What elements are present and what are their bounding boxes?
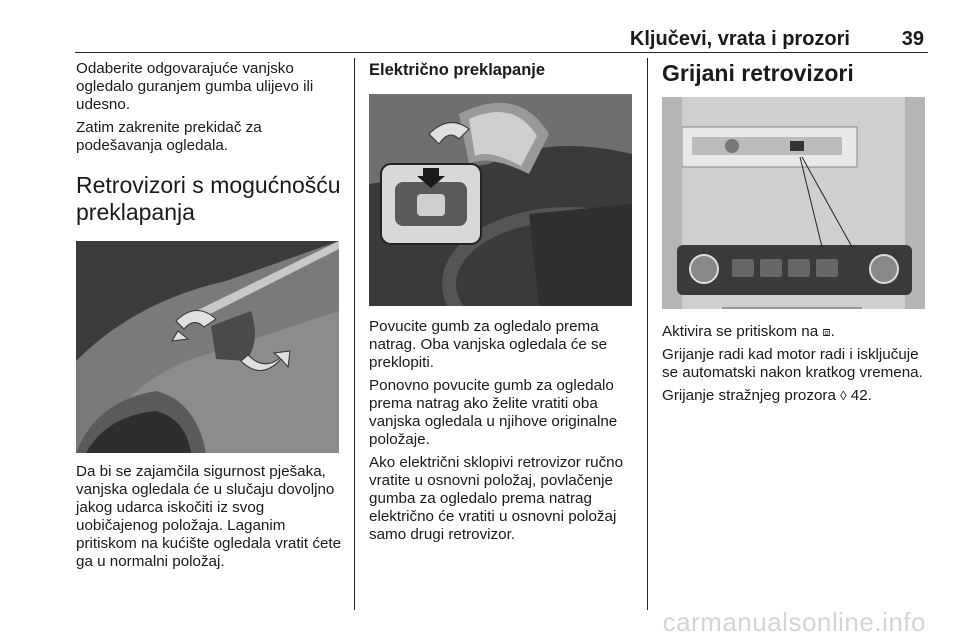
folding-mirrors-body: Da bi se zajamčila sigurnost pješaka, vanjska ogledala će u slučaju dovoljno jakog udarca iskočiti iz svog uobičajenog položaja. Laganim pritiskom na kućište ogledala vratit ćete ga u normalni položaj.	[76, 463, 342, 570]
heated-mirror-symbol-icon: ⧈	[822, 324, 831, 339]
page-reference-link[interactable]: 42.	[846, 387, 872, 404]
page-reference-arrow-icon: ◊	[840, 388, 847, 403]
electric-folding-paragraph-3: Ako električni sklopivi retrovizor ručno vratite u osnovni položaj, povlačenje gumba za ogledalo prema natrag električno će vratiti u osnovni položaj samo drugi retrovizor.	[369, 454, 624, 543]
column-divider-1	[354, 58, 355, 610]
column-2	[369, 60, 633, 549]
heading-line-1: Retrovizori s mogućnošću	[76, 172, 341, 198]
page-number: 39	[901, 28, 924, 50]
folding-mirror-illustration	[76, 241, 339, 453]
section-heading-folding-mirrors	[76, 172, 344, 226]
section-heading-heated-mirrors: Grijani retrovizori	[662, 60, 854, 86]
heated-mirrors-paragraph-2: Grijanje radi kad motor radi i isključuje se automatski nakon kratkog vremena.	[662, 346, 923, 381]
watermark: carmanualsonline.info	[662, 607, 926, 637]
heated-mirrors-paragraph-1: Aktivira se pritiskom na ⧈.	[662, 323, 835, 340]
column-3	[662, 60, 928, 410]
chapter-title: Ključevi, vrata i prozori	[629, 28, 850, 50]
heading-line-2: preklapanja	[76, 199, 195, 225]
section-heading-electric-folding: Električno preklapanje	[369, 61, 546, 79]
electric-folding-illustration	[369, 94, 632, 306]
intro-paragraph-2: Zatim zakrenite prekidač za podešavanja ogledala.	[76, 119, 262, 154]
page-header	[75, 28, 928, 50]
electric-folding-paragraph-1: Povucite gumb za ogledalo prema natrag. Oba vanjska ogledala će se preklopiti.	[369, 318, 608, 371]
intro-paragraph-1: Odaberite odgovarajuće vanjsko ogledalo guranjem gumba ulijevo ili udesno.	[76, 60, 314, 113]
electric-folding-paragraph-2: Ponovno povucite gumb za ogledalo prema natrag ako želite vratiti oba vanjska ogledala u njihove originalne položaje.	[369, 377, 618, 448]
header-divider	[75, 52, 928, 53]
column-divider-2	[647, 58, 648, 610]
heated-mirrors-paragraph-3: Grijanje stražnjeg prozora ◊ 42.	[662, 387, 872, 404]
column-1	[76, 60, 344, 576]
heated-mirrors-illustration	[662, 97, 925, 309]
